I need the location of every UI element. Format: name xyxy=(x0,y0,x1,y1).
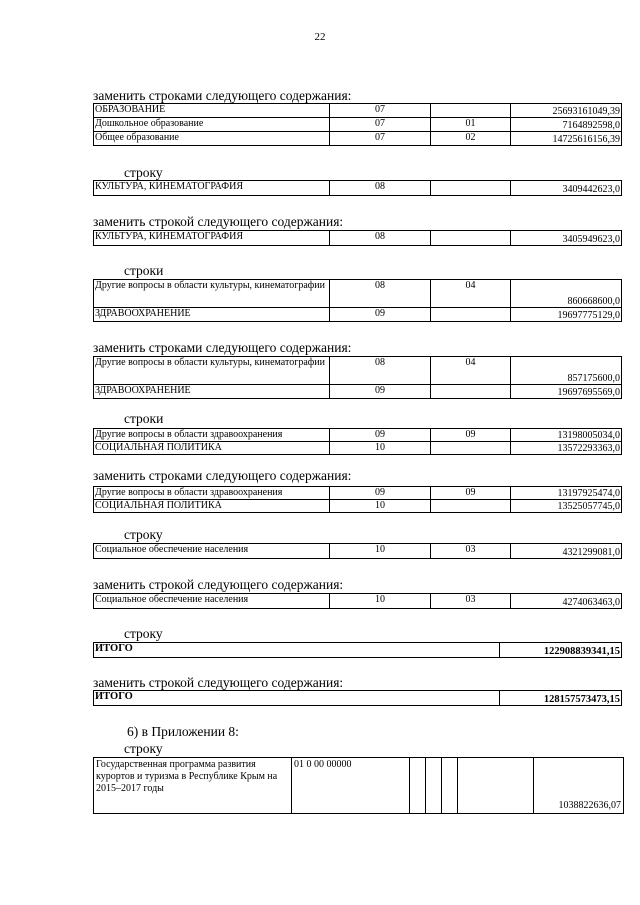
total-sum: 122908839341,15 xyxy=(500,643,622,658)
row-pr xyxy=(431,181,511,196)
section-heading: заменить строками следующего содержания: xyxy=(93,88,352,103)
row-rz: 10 xyxy=(330,594,431,609)
row-sum: 3405949623,0 xyxy=(511,231,622,246)
row-pr xyxy=(431,442,511,455)
budget-table xyxy=(93,230,622,246)
total-label: ИТОГО xyxy=(94,643,500,658)
row-pr xyxy=(431,385,511,399)
row-rz: 07 xyxy=(330,118,431,132)
row-sum: 13197925474,0 xyxy=(511,487,622,500)
total-row xyxy=(94,643,622,658)
row-rz: 10 xyxy=(330,442,431,455)
row-sum: 3409442623,0 xyxy=(511,181,622,196)
section-heading: заменить строкой следующего содержания: xyxy=(93,214,344,229)
row-sum: 19697695569,0 xyxy=(511,385,622,399)
row-rz: 09 xyxy=(330,308,431,322)
section-heading: заменить строками следующего содержания: xyxy=(93,468,352,483)
row-sum: 7164892598,0 xyxy=(511,118,622,132)
row-pr: 03 xyxy=(431,594,511,609)
budget-table xyxy=(93,279,622,322)
table-row xyxy=(94,231,622,246)
program-cell-empty xyxy=(442,758,458,814)
row-name: КУЛЬТУРА, КИНЕМАТОГРАФИЯ xyxy=(94,181,330,196)
row-pr xyxy=(431,231,511,246)
row-sum: 13572293363,0 xyxy=(511,442,622,455)
row-rz: 09 xyxy=(330,385,431,399)
section-heading: заменить строкой следующего содержания: xyxy=(93,675,344,690)
table-row xyxy=(94,280,622,308)
row-rz: 08 xyxy=(330,181,431,196)
table-row xyxy=(94,308,622,322)
row-rz: 10 xyxy=(330,500,431,513)
row-sum: 4321299081,0 xyxy=(511,544,622,559)
table-row xyxy=(94,104,622,118)
row-name: СОЦИАЛЬНАЯ ПОЛИТИКА xyxy=(94,500,330,513)
row-name: Другие вопросы в области культуры, кинематографии xyxy=(94,357,330,385)
row-rz: 08 xyxy=(330,231,431,246)
table-row xyxy=(94,357,622,385)
row-rz: 07 xyxy=(330,104,431,118)
row-pr xyxy=(431,308,511,322)
row-rz: 07 xyxy=(330,132,431,146)
row-sum: 25693161049,39 xyxy=(511,104,622,118)
section-heading: строки xyxy=(124,411,164,426)
program-row xyxy=(94,758,624,814)
budget-table xyxy=(93,593,622,609)
row-name: Другие вопросы в области культуры, кинематографии xyxy=(94,280,330,308)
total-table xyxy=(93,642,622,658)
row-sum: 19697775129,0 xyxy=(511,308,622,322)
table-row xyxy=(94,594,622,609)
row-pr: 04 xyxy=(431,357,511,385)
budget-table xyxy=(93,180,622,196)
row-name: Другие вопросы в области здравоохранения xyxy=(94,487,330,500)
table-row xyxy=(94,429,622,442)
row-name: ОБРАЗОВАНИЕ xyxy=(94,104,330,118)
row-rz: 09 xyxy=(330,487,431,500)
row-pr xyxy=(431,500,511,513)
row-pr: 09 xyxy=(431,429,511,442)
program-cell-empty xyxy=(426,758,442,814)
row-name: СОЦИАЛЬНАЯ ПОЛИТИКА xyxy=(94,442,330,455)
row-pr: 04 xyxy=(431,280,511,308)
program-table xyxy=(93,757,624,814)
total-label: ИТОГО xyxy=(94,691,500,706)
total-sum: 128157573473,15 xyxy=(500,691,622,706)
row-name: Другие вопросы в области здравоохранения xyxy=(94,429,330,442)
row-pr xyxy=(431,104,511,118)
section-heading: строку xyxy=(124,741,163,756)
row-name: Общее образование xyxy=(94,132,330,146)
section-heading: строку xyxy=(124,527,163,542)
program-cell-empty xyxy=(410,758,426,814)
row-name: ЗДРАВООХРАНЕНИЕ xyxy=(94,308,330,322)
section-heading: строку xyxy=(124,626,163,641)
row-sum: 857175600,0 xyxy=(511,357,622,385)
budget-table xyxy=(93,543,622,559)
row-sum: 14725616156,39 xyxy=(511,132,622,146)
table-row xyxy=(94,500,622,513)
budget-table xyxy=(93,356,622,399)
table-row xyxy=(94,487,622,500)
row-rz: 08 xyxy=(330,357,431,385)
row-sum: 13525057745,0 xyxy=(511,500,622,513)
row-name: КУЛЬТУРА, КИНЕМАТОГРАФИЯ xyxy=(94,231,330,246)
program-code: 01 0 00 00000 xyxy=(292,758,410,814)
table-row xyxy=(94,442,622,455)
table-row xyxy=(94,385,622,399)
row-name: ЗДРАВООХРАНЕНИЕ xyxy=(94,385,330,399)
budget-table xyxy=(93,486,622,513)
page-number: 22 xyxy=(314,31,326,43)
row-pr: 01 xyxy=(431,118,511,132)
table-row xyxy=(94,118,622,132)
row-rz: 09 xyxy=(330,429,431,442)
row-sum: 860668600,0 xyxy=(511,280,622,308)
row-pr: 09 xyxy=(431,487,511,500)
table-row xyxy=(94,544,622,559)
row-name: Дошкольное образование xyxy=(94,118,330,132)
section-heading: строку xyxy=(124,165,163,180)
budget-table xyxy=(93,103,622,146)
row-sum: 13198005034,0 xyxy=(511,429,622,442)
program-cell-empty xyxy=(458,758,534,814)
budget-table xyxy=(93,428,622,455)
appendix-heading: 6) в Приложении 8: xyxy=(127,724,239,739)
section-heading: заменить строкой следующего содержания: xyxy=(93,577,344,592)
section-heading: заменить строками следующего содержания: xyxy=(93,340,352,355)
row-pr: 03 xyxy=(431,544,511,559)
row-rz: 08 xyxy=(330,280,431,308)
total-table xyxy=(93,690,622,706)
table-row xyxy=(94,132,622,146)
table-row xyxy=(94,181,622,196)
program-name: Государственная программа развития курортов и туризма в Республике Крым на 2015–2017 годы xyxy=(94,758,292,814)
row-rz: 10 xyxy=(330,544,431,559)
section-heading: строки xyxy=(124,263,164,278)
row-name: Социальное обеспечение населения xyxy=(94,544,330,559)
program-sum: 1038822636,07 xyxy=(534,758,624,814)
row-pr: 02 xyxy=(431,132,511,146)
row-name: Социальное обеспечение населения xyxy=(94,594,330,609)
row-sum: 4274063463,0 xyxy=(511,594,622,609)
total-row xyxy=(94,691,622,706)
